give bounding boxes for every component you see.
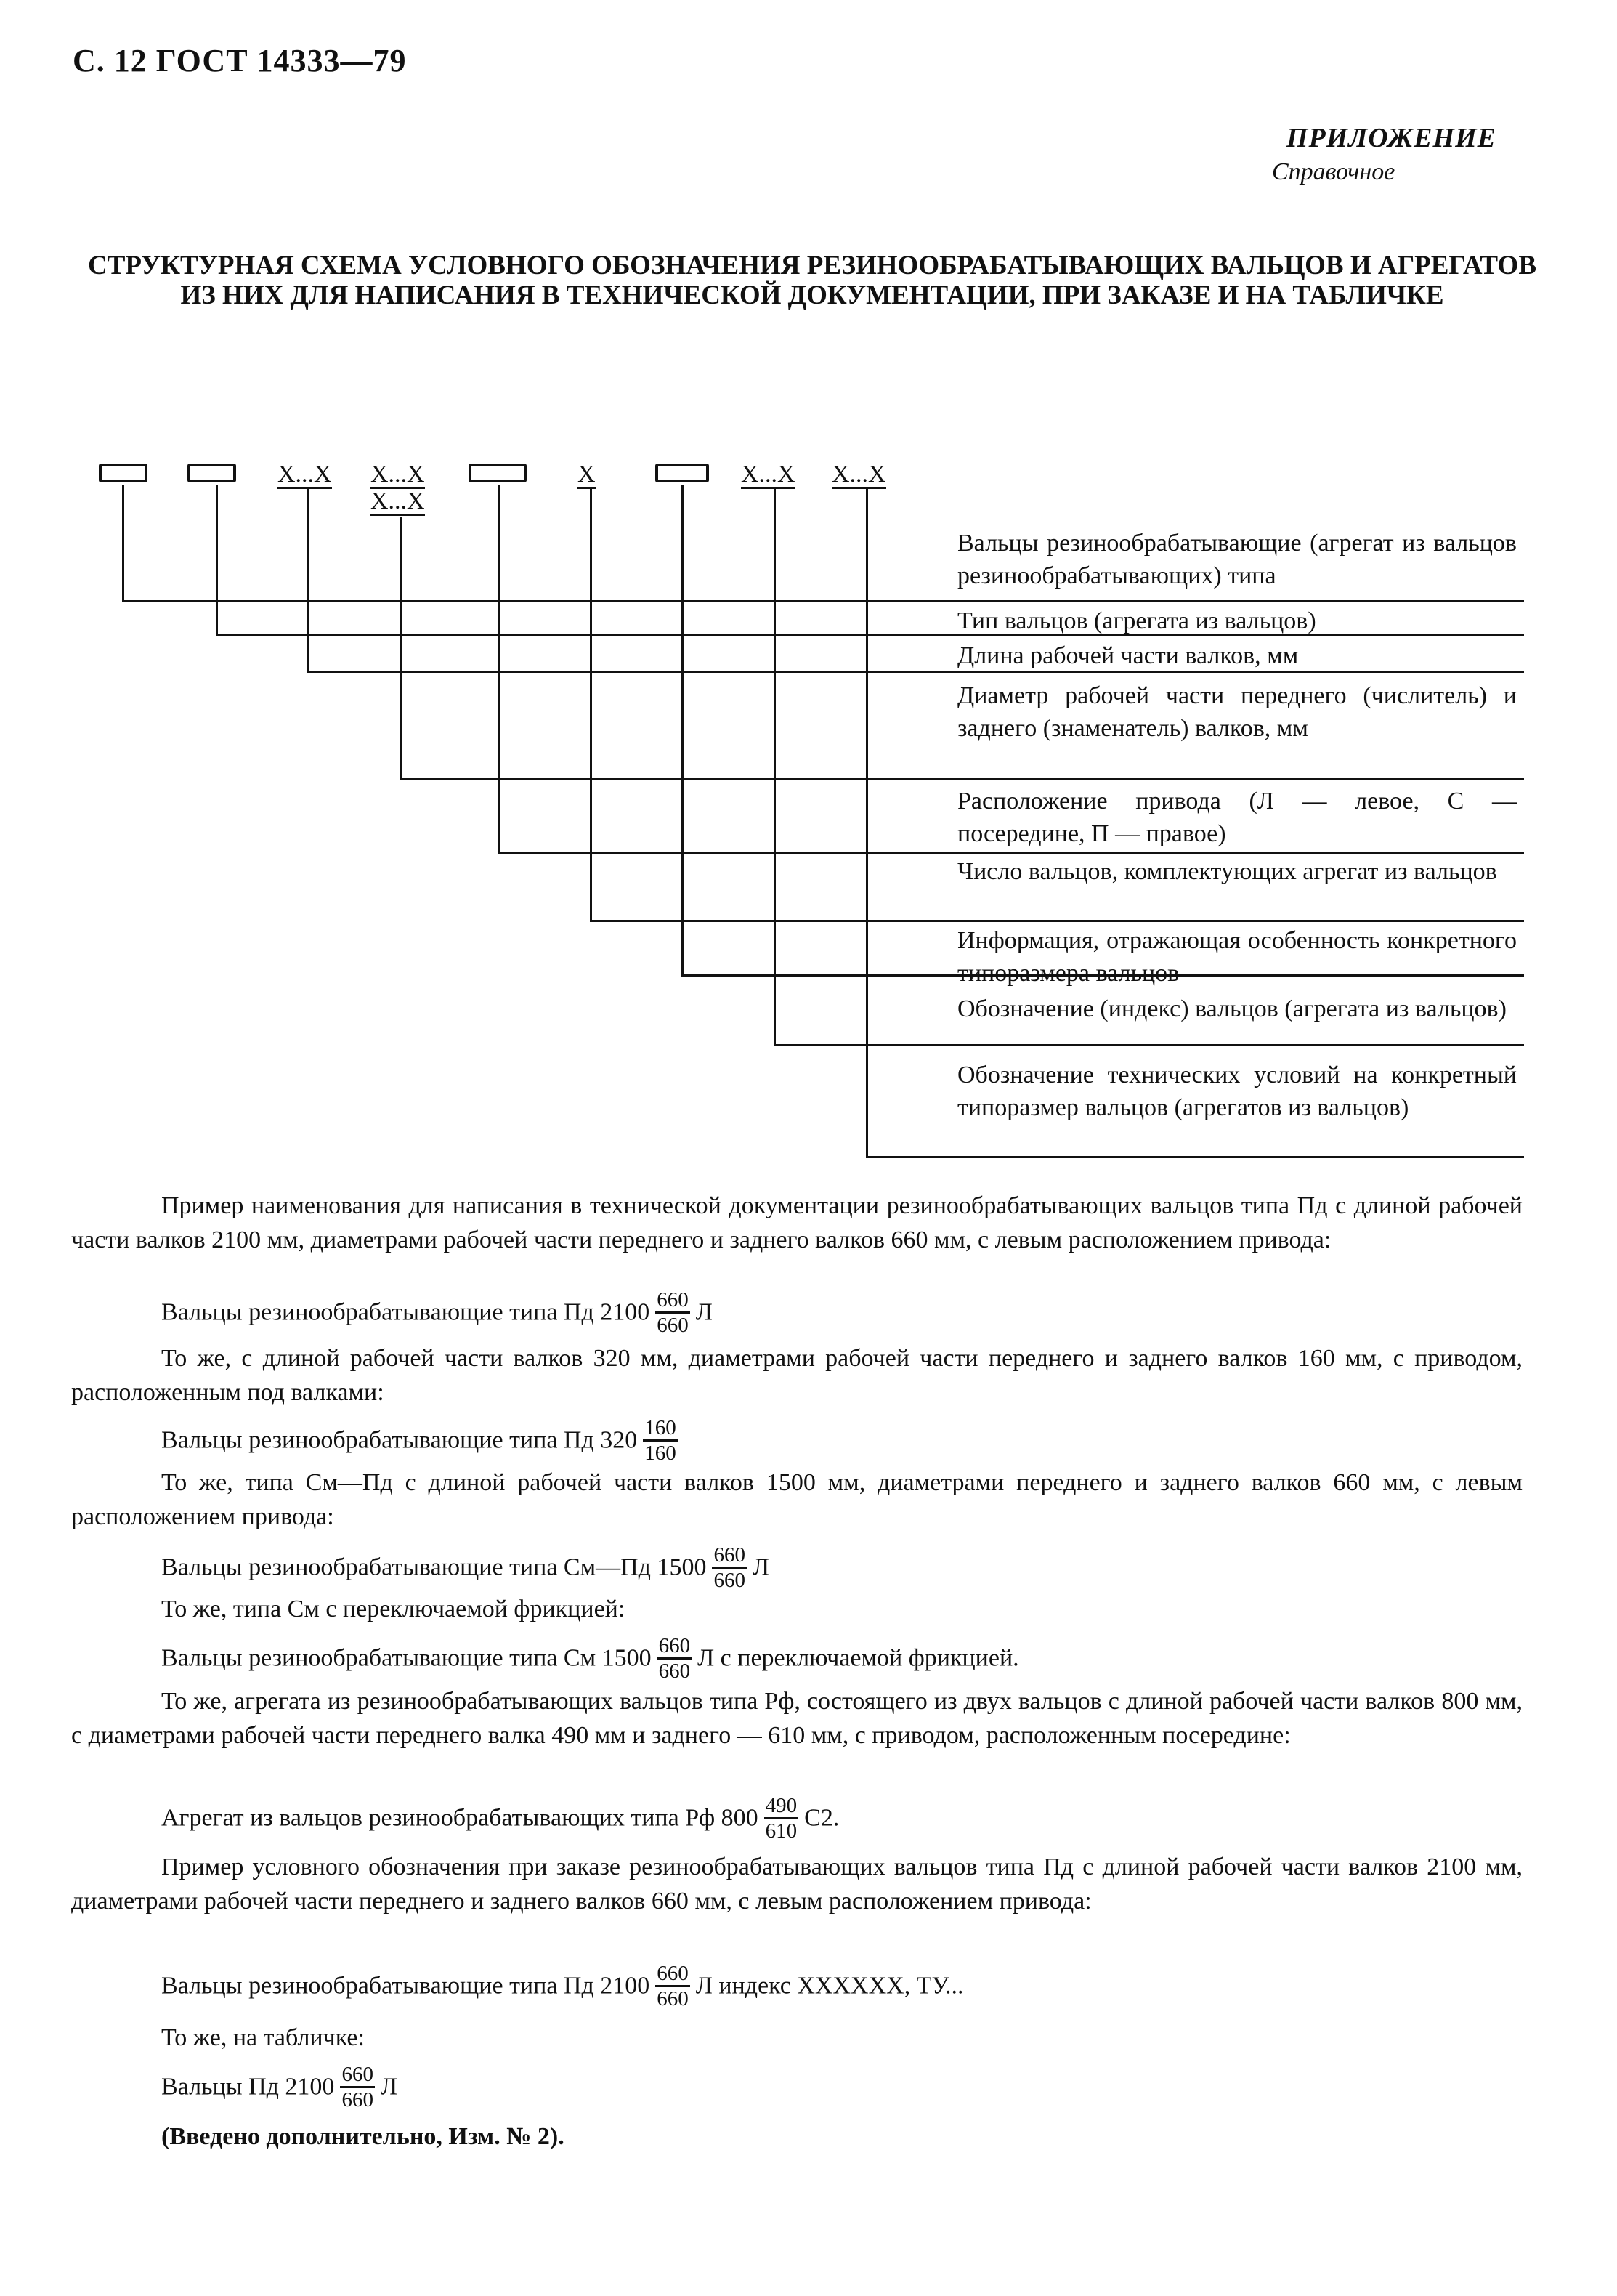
diagram-label: Диаметр рабочей части переднего (числитель) и заднего (знаменатель) валков, мм bbox=[957, 682, 1517, 742]
diagram-label: Число вальцов, комплектующих агрегат из вальцов bbox=[957, 858, 1497, 885]
diagram-label: Тип вальцов (агрегата из вальцов) bbox=[957, 607, 1316, 634]
example-designation bbox=[161, 1418, 684, 1466]
example-caption: То же, на табличке: bbox=[161, 2024, 365, 2051]
designation-text: Вальцы резинообрабатывающие типа Пд 320 bbox=[161, 1426, 638, 1454]
example-paragraph: То же, агрегата из резинообрабатывающих вальцов типа Рф, состоящего из двух вальцов с длиной рабочей части валков 800 мм, с диаметрами рабочей части переднего валка 490 мм и заднего — 610 мм, с приводом, расположенным посередине: bbox=[71, 1688, 1523, 1749]
connector-horizontal bbox=[590, 920, 1524, 922]
diameter-fraction bbox=[340, 2063, 375, 2111]
diameter-fraction bbox=[655, 1289, 690, 1336]
symbol-diameter-denominator: Х...Х bbox=[370, 488, 425, 514]
diagram-label: Вальцы резинообрабатывающие (агрегат из вальцов резинообрабатывающих) типа bbox=[957, 530, 1517, 589]
example-paragraph: Пример условного обозначения при заказе резинообрабатывающих вальцов типа Пд с длиной рабочей части валков 2100 мм, диаметрами рабочей части переднего и заднего валков 660 мм, с левым расположением привода: bbox=[71, 1854, 1523, 1915]
designation-text: Вальцы Пд 2100 bbox=[161, 2073, 335, 2101]
fraction-numerator: 660 bbox=[712, 1544, 747, 1569]
fraction-denominator: 660 bbox=[713, 1569, 745, 1592]
fraction-numerator: 660 bbox=[340, 2063, 375, 2088]
example-paragraph: Пример наименования для написания в технической документации резинообрабатывающих вальцов типа Пд с длиной рабочей части валков 2100 мм, диаметрами рабочей части переднего и заднего валков 660 мм, с левым расположением привода: bbox=[71, 1192, 1523, 1253]
example-paragraph: То же, с длиной рабочей части валков 320 мм, диаметрами рабочей части переднего и заднего валков 160 мм, с приводом, расположенным под валками: bbox=[71, 1345, 1523, 1406]
connector-horizontal bbox=[866, 1156, 1524, 1158]
connector-vertical bbox=[307, 489, 309, 672]
symbol-tu: Х...Х bbox=[832, 461, 886, 488]
connector-vertical bbox=[866, 489, 868, 1157]
diameter-fraction bbox=[643, 1417, 678, 1464]
diameter-fraction bbox=[764, 1795, 799, 1842]
placeholder-box-1 bbox=[99, 464, 147, 482]
fraction-denominator: 660 bbox=[657, 1314, 689, 1337]
fraction-numerator: 660 bbox=[657, 1635, 692, 1660]
connector-vertical bbox=[498, 485, 500, 853]
designation-text: Агрегат из вальцов резинообрабатывающих типа Рф 800 bbox=[161, 1804, 758, 1832]
diagram-label: Длина рабочей части валков, мм bbox=[957, 642, 1299, 669]
diameter-fraction bbox=[657, 1635, 692, 1682]
connector-vertical bbox=[400, 517, 402, 780]
example-designation bbox=[161, 1290, 713, 1338]
diameter-fraction bbox=[655, 1962, 690, 2010]
placeholder-box-4 bbox=[655, 464, 709, 482]
symbol-index: Х...Х bbox=[741, 461, 795, 488]
fraction-denominator: 660 bbox=[341, 2088, 373, 2111]
connector-vertical bbox=[122, 485, 124, 602]
diagram-label: Обозначение технических условий на конкретный типоразмер вальцов (агрегатов из вальцов) bbox=[957, 1062, 1517, 1121]
fraction-denominator: 610 bbox=[765, 1819, 798, 1843]
designation-text: Вальцы резинообрабатывающие типа См—Пд 1500 bbox=[161, 1553, 707, 1581]
appendix-label: ПРИЛОЖЕНИЕ bbox=[1286, 123, 1496, 153]
designation-suffix: Л bbox=[752, 1553, 770, 1581]
symbol-diameter-numerator: Х...Х bbox=[370, 461, 425, 488]
example-designation bbox=[161, 1545, 769, 1593]
amendment-note: (Введено дополнительно, Изм. № 2). bbox=[161, 2123, 564, 2150]
connector-vertical bbox=[774, 489, 776, 1046]
fraction-numerator: 660 bbox=[655, 1289, 690, 1314]
connector-horizontal bbox=[774, 1044, 1524, 1046]
example-designation bbox=[161, 1796, 839, 1843]
designation-text: Вальцы резинообрабатывающие типа См 1500 bbox=[161, 1644, 652, 1672]
connector-vertical bbox=[681, 485, 684, 976]
designation-suffix: С2. bbox=[804, 1804, 840, 1832]
appendix-kind: Справочное bbox=[1272, 158, 1395, 185]
example-designation bbox=[161, 1636, 1019, 1683]
fraction-denominator: 160 bbox=[644, 1442, 676, 1465]
fraction-denominator: 660 bbox=[657, 1987, 689, 2010]
fraction-numerator: 660 bbox=[655, 1962, 690, 1987]
example-designation bbox=[161, 2065, 397, 2112]
connector-horizontal bbox=[498, 852, 1524, 854]
connector-horizontal bbox=[400, 778, 1524, 780]
fraction-denominator: 660 bbox=[658, 1660, 691, 1683]
placeholder-box-2 bbox=[187, 464, 236, 482]
designation-text: Вальцы резинообрабатывающие типа Пд 2100 bbox=[161, 1298, 650, 1326]
designation-suffix: Л с переключаемой фрикцией. bbox=[697, 1644, 1019, 1672]
document-title: СТРУКТУРНАЯ СХЕМА УСЛОВНОГО ОБОЗНАЧЕНИЯ РЕЗИНООБРАБАТЫВАЮЩИХ ВАЛЬЦОВ И АГРЕГАТОВ ИЗ НИХ ДЛЯ НАПИСАНИЯ В ТЕХНИЧЕСКОЙ ДОКУМЕНТАЦИИ, ПРИ ЗАКАЗЕ И НА ТАБЛИЧКЕ bbox=[87, 251, 1537, 310]
symbol-count: Х bbox=[578, 461, 596, 488]
designation-text: Вальцы резинообрабатывающие типа Пд 2100 bbox=[161, 1972, 650, 2000]
fraction-numerator: 160 bbox=[643, 1417, 678, 1442]
designation-suffix: Л bbox=[695, 1298, 713, 1326]
diagram-label: Информация, отражающая особенность конкретного типоразмера вальцов bbox=[957, 927, 1517, 987]
symbol-length: Х...Х bbox=[277, 461, 332, 488]
diagram-label: Обозначение (индекс) вальцов (агрегата из вальцов) bbox=[957, 995, 1507, 1022]
example-paragraph: То же, типа См—Пд с длиной рабочей части валков 1500 мм, диаметрами переднего и заднего валков 660 мм, с левым расположением привода: bbox=[71, 1469, 1523, 1530]
connector-horizontal bbox=[122, 600, 1524, 602]
connector-vertical bbox=[216, 485, 218, 636]
designation-suffix: Л индекс ХХХХХХ, ТУ... bbox=[695, 1972, 964, 2000]
diameter-fraction bbox=[712, 1544, 747, 1591]
example-paragraph: То же, типа См с переключаемой фрикцией: bbox=[161, 1596, 625, 1622]
designation-suffix: Л bbox=[380, 2073, 397, 2101]
diagram-label: Расположение привода (Л — левое, С — посередине, П — правое) bbox=[957, 788, 1517, 847]
connector-vertical bbox=[590, 489, 592, 921]
fraction-numerator: 490 bbox=[764, 1795, 799, 1819]
page-header: С. 12 ГОСТ 14333—79 bbox=[73, 43, 407, 78]
placeholder-box-3 bbox=[469, 464, 527, 482]
example-designation bbox=[161, 1964, 964, 2011]
